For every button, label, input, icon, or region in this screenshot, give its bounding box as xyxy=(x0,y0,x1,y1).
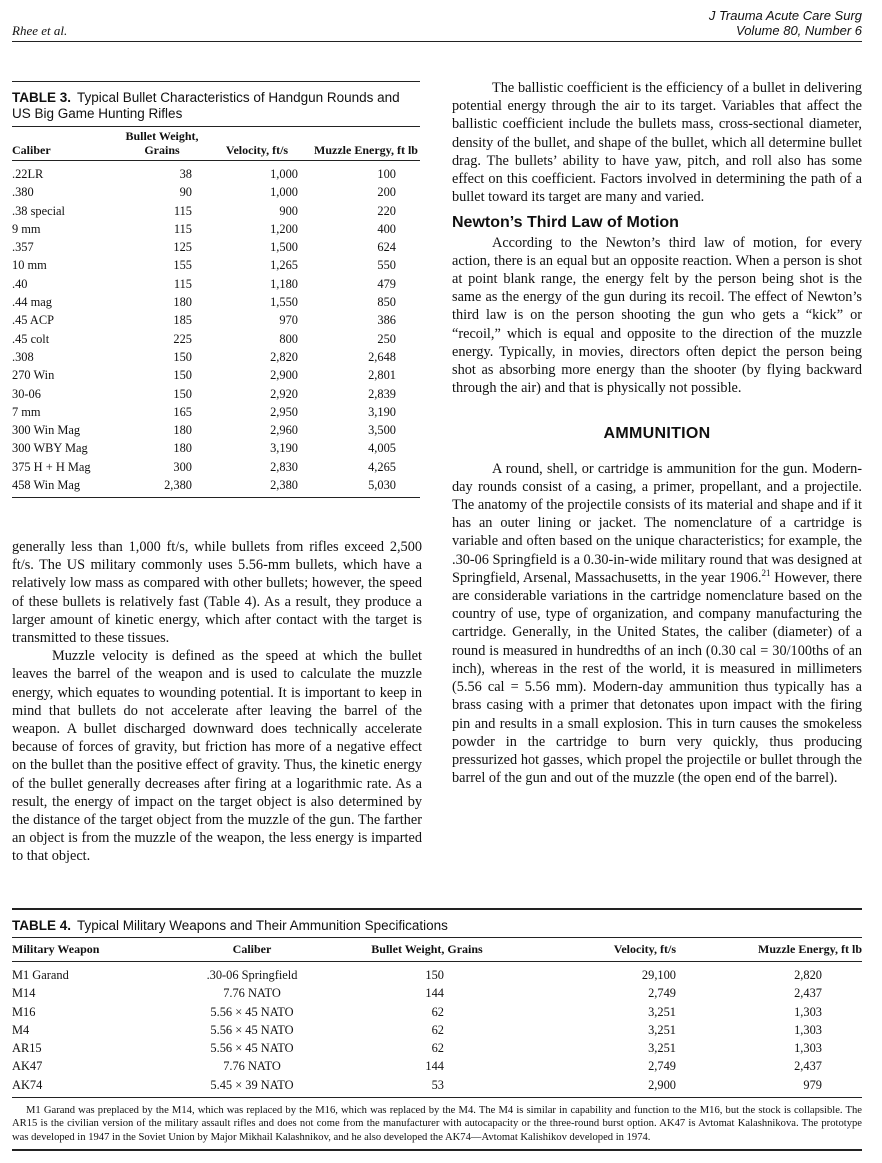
column-header: Bullet Weight, Grains xyxy=(322,938,532,962)
table-cell: 2,830 xyxy=(270,459,298,474)
table-cell: 1,500 xyxy=(270,240,298,255)
table-cell: 2,801 xyxy=(368,368,396,383)
table-row xyxy=(12,1003,862,1021)
table-row xyxy=(12,1021,862,1039)
left-column-text xyxy=(12,538,422,866)
table-cell: M1 Garand xyxy=(12,968,69,982)
table-cell: 386 xyxy=(377,313,396,328)
table-row xyxy=(12,330,420,348)
table-cell: .380 xyxy=(12,185,34,200)
table-cell: 800 xyxy=(279,331,298,346)
table-cell: 1,303 xyxy=(794,1004,822,1019)
journal-volume: Volume 80, Number 6 xyxy=(736,23,862,38)
table-cell: 200 xyxy=(377,185,396,200)
table-cell: 144 xyxy=(425,1059,444,1074)
table-cell: 62 xyxy=(431,1022,444,1037)
table-cell: M16 xyxy=(12,1004,36,1019)
table-cell: .40 xyxy=(12,276,28,291)
body-paragraph: According to the Newton’s third law of motion, for every action, there is an equal but an opposite reaction. When a person is shot at point blank range, the energy felt by the person being shot is the same as the energy of the gun during its recoil. The effect of Newton’s third law is on the person shooting the gun who gets a “kick” or “recoil,” which is equal and opposite to the direction of the muzzle energy. Typically, in movies, directors often depict the person being shot as absorbing more energy than the shooter (by flying backward through the air) and that is physically not possible. xyxy=(452,234,862,397)
table-3-caption xyxy=(12,82,420,126)
body-paragraph: Muzzle velocity is defined as the speed at which the bullet leaves the barrel of the weapon and is used to calculate the muzzle energy, which equates to wounding potential. It is important to keep in mind that bullets do not accelerate after leaving the barrel of the weapon. A bullet discharged downward does technically accelerate because of forces of gravity, but friction has more of a negative effect on the bullet than the positive effect of gravity. Thus, the kinetic energy of the bullet generally decreases after firing at a logarithmic rate. As a result, the energy of impact on the target object is also determined by the distance of the target object from the muzzle of the gun. The farther an object is from the muzzle of the weapon, the less energy is imparted to that object. xyxy=(12,648,422,865)
table-cell: 900 xyxy=(279,203,298,218)
table-cell: 220 xyxy=(377,203,396,218)
body-paragraph xyxy=(452,460,862,788)
table-cell: 3,190 xyxy=(368,404,396,419)
table-cell: 150 xyxy=(173,386,192,401)
table-cell: 550 xyxy=(377,258,396,273)
table-cell: 10 mm xyxy=(12,258,47,273)
table-cell: .44 mag xyxy=(12,295,52,310)
table-cell: 150 xyxy=(173,368,192,383)
table-cell: 7.76 NATO xyxy=(223,986,281,1001)
body-paragraph: The ballistic coefficient is the efficiency of a bullet in delivering potential energy through the air to its target. Variables that affect the ballistic coefficient include the bullets mass, cross-sectional diameter, density of the bullet, and shape of the bullet, which all determine bullet drag. The bullets’ ability to have yaw, pitch, and roll also has some effect on this coefficient. Factors involved in determining the path of a bullet toward its target are many and varied. xyxy=(452,80,862,206)
table-cell: 3,251 xyxy=(648,1022,676,1037)
table-cell: 144 xyxy=(425,986,444,1001)
table-cell: 1,000 xyxy=(270,185,298,200)
column-header: Muzzle Energy, ft lb xyxy=(312,127,420,161)
column-header: Caliber xyxy=(12,127,122,161)
table-cell: 2,820 xyxy=(794,968,822,982)
table-cell: 53 xyxy=(431,1077,444,1092)
table-row xyxy=(12,1076,862,1094)
table-cell: .38 special xyxy=(12,203,65,218)
table-row xyxy=(12,256,420,274)
table-row xyxy=(12,403,420,421)
table-cell: 2,437 xyxy=(794,1059,822,1074)
table-cell: 270 Win xyxy=(12,368,55,383)
table-cell: 2,820 xyxy=(270,349,298,364)
table-cell: 62 xyxy=(431,1041,444,1056)
table-row xyxy=(12,1057,862,1075)
table-cell: .45 ACP xyxy=(12,313,55,328)
table-cell: .357 xyxy=(12,240,34,255)
table-row xyxy=(12,476,420,494)
table-cell: 2,900 xyxy=(648,1077,676,1092)
table-cell: 2,960 xyxy=(270,423,298,438)
table-cell: 2,380 xyxy=(164,478,192,493)
table-cell: 1,180 xyxy=(270,276,298,291)
table-header-row xyxy=(12,127,420,161)
column-header: Caliber xyxy=(182,938,322,962)
table-cell: 1,265 xyxy=(270,258,298,273)
table-cell: 100 xyxy=(377,167,396,181)
body-paragraph: generally less than 1,000 ft/s, while bullets from rifles exceed 2,500 ft/s. The US military commonly uses 5.56-mm bullets, which have a relatively low mass as compared with other bullets; however, the speed of these bullets is relatively fast (Table 4). As a result, they produce a larger amount of kinetic energy, which after contact with the target is transmitted to these tissues. xyxy=(12,539,422,647)
table-cell: M14 xyxy=(12,986,36,1001)
table-cell: 5,030 xyxy=(368,478,396,493)
table-4-caption xyxy=(12,910,862,937)
table-cell: 3,190 xyxy=(270,441,298,456)
table-cell: 115 xyxy=(173,221,192,236)
body-text: However, there are considerable variations in the cartridge nomenclature based on the country of use, type of organization, and company manufacturing the cartridge. Generally, in the United States, the caliber (diameter) of a round is measured in hundredths of an inch (0.30 cal = 30/100ths of an inch), whereas in the rest of the world, it is measured in millimeters (5.56 cal = 5.56 mm). Modern-day ammunition thus typically has a brass casing with a primer that detonates upon impact with the firing pin and results in a small explosion. This in turn causes the smokeless powder in the cartridge to burn very quickly, thus producing pressurized hot gasses, which propel the projectile or bullet through the barrel of the gun and out of the muzzle (the open end of the barrel). xyxy=(452,569,862,787)
table-row xyxy=(12,962,862,985)
table-cell: 375 H + H Mag xyxy=(12,459,91,474)
table-row xyxy=(12,238,420,256)
reference-superscript: 21 xyxy=(761,568,771,579)
column-header: Bullet Weight, Grains xyxy=(122,127,202,161)
table-cell: 2,749 xyxy=(648,986,676,1001)
table-cell: 5.45 × 39 NATO xyxy=(210,1077,294,1092)
table-cell: AK74 xyxy=(12,1077,43,1092)
table-cell: AR15 xyxy=(12,1041,42,1056)
table-row xyxy=(12,366,420,384)
table-cell: .308 xyxy=(12,349,34,364)
table-4-title: Typical Military Weapons and Their Ammunition Specifications xyxy=(77,918,448,933)
table-cell: .22LR xyxy=(12,167,44,181)
table-row xyxy=(12,348,420,366)
table-cell: 970 xyxy=(279,313,298,328)
section-heading: AMMUNITION xyxy=(603,425,711,443)
table-row xyxy=(12,293,420,311)
table-cell: .30-06 Springfield xyxy=(206,968,298,982)
table-cell: 2,437 xyxy=(794,986,822,1001)
table-cell: 1,303 xyxy=(794,1022,822,1037)
table-cell: 2,900 xyxy=(270,368,298,383)
table-cell: 62 xyxy=(431,1004,444,1019)
table-cell: 150 xyxy=(173,349,192,364)
table-3-grid xyxy=(12,127,420,494)
section-heading: Newton’s Third Law of Motion xyxy=(452,214,679,232)
table-cell: 165 xyxy=(173,404,192,419)
table-row xyxy=(12,984,862,1002)
table-3-label: TABLE 3. xyxy=(12,90,72,105)
table-row xyxy=(12,311,420,329)
table-4-footnote: M1 Garand was preplaced by the M14, which was replaced by the M16, which was replaced by the M4. The M4 is similar in capability and function to the M16, but the stock is collapsible. The AR15 is the civilian version of the military assault rifles and does not come from the manufacturer with autocapacity or the three-round burst option. AK47 is Avtomat Kalashnikova. The prototype was developed in 1947 in the Soviet Union by Major Mikhail Kalashnikov, and he also developed the AK74—Avtomat Kalishikov developed in 1974. xyxy=(12,1105,862,1143)
table-cell: 2,920 xyxy=(270,386,298,401)
table-cell: 125 xyxy=(173,240,192,255)
journal-name: J Trauma Acute Care Surg xyxy=(708,8,862,23)
table-cell: 300 Win Mag xyxy=(12,423,81,438)
author-running-head: Rhee et al. xyxy=(12,23,68,38)
table-cell: 150 xyxy=(425,968,444,982)
table-cell: .45 colt xyxy=(12,331,50,346)
table-cell: 850 xyxy=(377,295,396,310)
table-cell: 1,303 xyxy=(794,1041,822,1056)
column-header: Muzzle Energy, ft lb xyxy=(692,938,862,962)
column-header: Velocity, ft/s xyxy=(532,938,692,962)
table-4-grid xyxy=(12,937,862,1094)
journal-running-head xyxy=(709,8,862,38)
table-cell: 2,950 xyxy=(270,404,298,419)
table-cell: 624 xyxy=(377,240,396,255)
table-cell: 30-06 xyxy=(12,386,41,401)
table-row xyxy=(12,220,420,238)
table-header-row xyxy=(12,938,862,962)
table-cell: 155 xyxy=(173,258,192,273)
table-cell: 5.56 × 45 NATO xyxy=(210,1041,294,1056)
table-row xyxy=(12,161,420,184)
table-cell: M4 xyxy=(12,1022,30,1037)
table-cell: 180 xyxy=(173,295,192,310)
table-cell: 979 xyxy=(803,1077,822,1092)
table-cell: 7 mm xyxy=(12,404,41,419)
table-cell: 180 xyxy=(173,423,192,438)
table-cell: 180 xyxy=(173,441,192,456)
table-cell: 458 Win Mag xyxy=(12,478,81,493)
table-row xyxy=(12,439,420,457)
table-rule xyxy=(12,497,420,498)
table-row xyxy=(12,385,420,403)
table-row xyxy=(12,1039,862,1057)
table-cell: 185 xyxy=(173,313,192,328)
table-row xyxy=(12,202,420,220)
column-header: Military Weapon xyxy=(12,938,182,962)
table-3 xyxy=(12,81,420,498)
column-header: Velocity, ft/s xyxy=(202,127,312,161)
table-cell: 5.56 × 45 NATO xyxy=(210,1022,294,1037)
table-cell: 5.56 × 45 NATO xyxy=(210,1004,294,1019)
table-cell: AK47 xyxy=(12,1059,43,1074)
table-row xyxy=(12,275,420,293)
table-cell: 9 mm xyxy=(12,221,41,236)
table-cell: 115 xyxy=(173,276,192,291)
table-row xyxy=(12,458,420,476)
table-cell: 250 xyxy=(377,331,396,346)
table-cell: 115 xyxy=(173,203,192,218)
body-text: A round, shell, or cartridge is ammunition for the gun. Modern-day rounds consist of a casing, a primer, propellant, and a projectile. The anatomy of the projectile consists of its material and shape and if it has an outer lining or jacket. The nomenclature of a cartridge is variable and often based on the unique characteristics; for example, the .30-06 Springfield is a 0.30-in-wide military round that was designed at Springfield, Arsenal, Massachusetts, in the year 1906. xyxy=(452,460,862,586)
table-cell: 3,251 xyxy=(648,1004,676,1019)
table-cell: 225 xyxy=(173,331,192,346)
table-cell: 479 xyxy=(377,276,396,291)
table-cell: 400 xyxy=(377,221,396,236)
table-4 xyxy=(12,908,862,1151)
table-cell: 2,749 xyxy=(648,1059,676,1074)
table-cell: 300 xyxy=(173,459,192,474)
table-cell: 2,380 xyxy=(270,478,298,493)
table-cell: 2,648 xyxy=(368,349,396,364)
table-cell: 4,005 xyxy=(368,441,396,456)
running-header xyxy=(12,8,862,42)
table-rule xyxy=(12,1149,862,1151)
table-cell: 1,000 xyxy=(270,167,298,181)
table-cell: 300 WBY Mag xyxy=(12,441,88,456)
table-cell: 3,251 xyxy=(648,1041,676,1056)
table-cell: 3,500 xyxy=(368,423,396,438)
table-row xyxy=(12,421,420,439)
table-cell: 38 xyxy=(179,167,192,181)
table-row xyxy=(12,183,420,201)
table-cell: 4,265 xyxy=(368,459,396,474)
table-4-label: TABLE 4. xyxy=(12,918,72,933)
table-cell: 7.76 NATO xyxy=(223,1059,281,1074)
table-cell: 1,200 xyxy=(270,221,298,236)
table-cell: 2,839 xyxy=(368,386,396,401)
table-cell: 29,100 xyxy=(641,968,676,982)
right-column-text xyxy=(452,79,862,787)
table-3-title: Typical Bullet Characteristics of Handgun Rounds and US Big Game Hunting Rifles xyxy=(12,90,400,121)
table-cell: 90 xyxy=(179,185,192,200)
table-cell: 1,550 xyxy=(270,295,298,310)
